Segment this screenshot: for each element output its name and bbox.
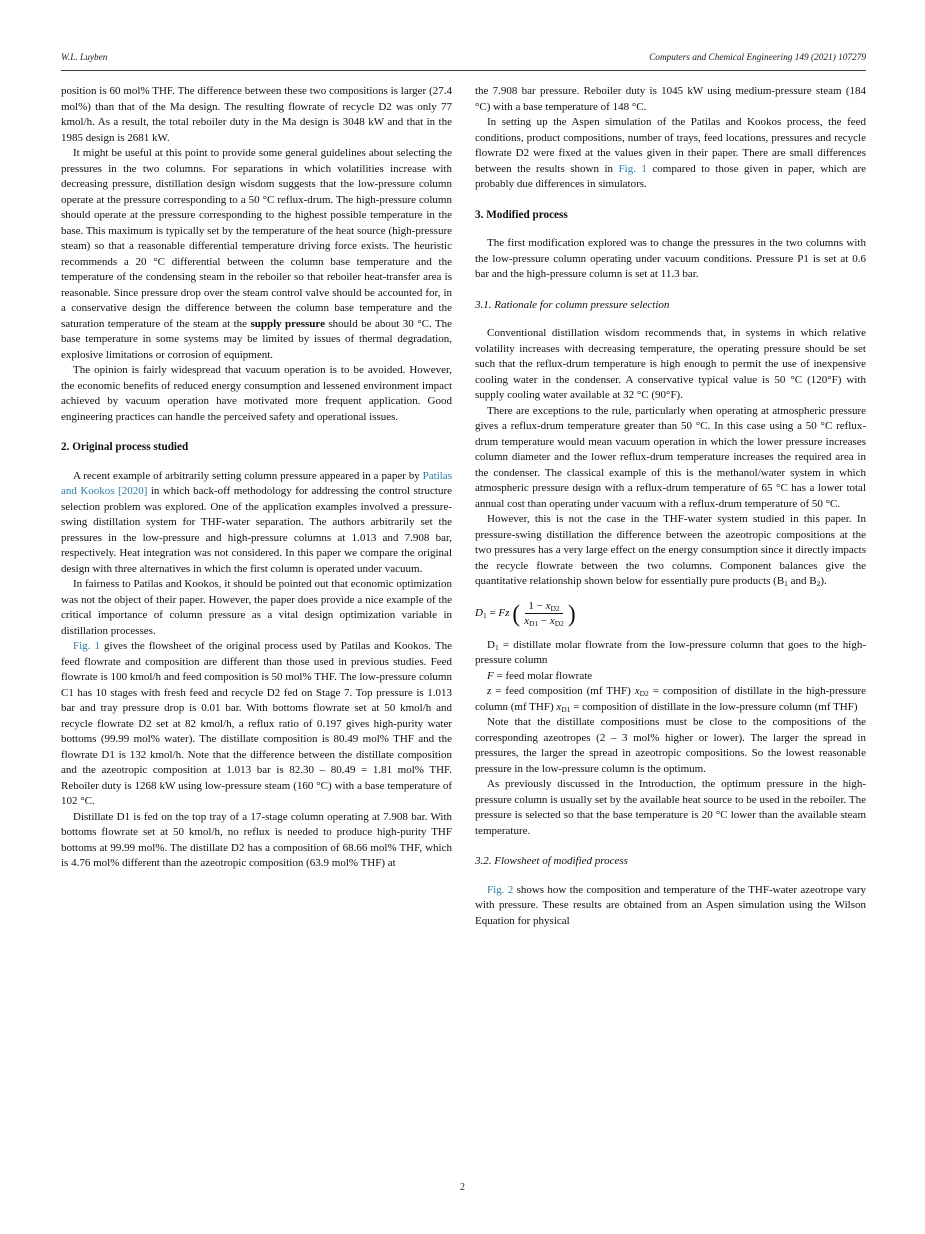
figure-2-link[interactable]: Fig. 2 bbox=[487, 883, 514, 896]
figure-1-link[interactable]: Fig. 1 bbox=[73, 640, 100, 652]
paragraph: the 7.908 bar pressure. Reboiler duty is 1045 kW using medium-pressure steam (184 °C) with a base temperature of 148 °C. bbox=[475, 85, 866, 113]
paragraph: F = feed molar flowrate bbox=[487, 669, 593, 682]
header-rule bbox=[61, 70, 866, 71]
paragraph: Note that the distillate compositions must be close to the compositions of the corresponding azeotropes (2 – 3 mol% higher or lower). The larger the spread in pressures, the larger the spread in azeotropic compositions. So the lowest reasonable pressure in the low-pressure column is the optimum. bbox=[475, 716, 866, 775]
paragraph: The first modification explored was to change the pressures in the two columns with the low-pressure column operating under vacuum conditions. Pressure P1 is set at 0.6 bar and the high-pressure column is set at 11.3 bar. bbox=[475, 237, 866, 280]
sub-text: 2 bbox=[816, 579, 821, 588]
equation-lhs: $D_1 = Fz$ bbox=[475, 606, 510, 620]
section-heading-3: 3. Modified process bbox=[475, 208, 568, 221]
italic-text: F bbox=[487, 669, 494, 682]
bold-supply-pressure: supply pressure bbox=[250, 317, 325, 330]
paragraph: However, this is not the case in the THF-water system studied in this paper. In pressure-swing distillation the difference between the azeotropic compositions at the two pressures has a very large effect on the energy consumption since it directly impacts the recycle flowrate between the two columns. Component balances give the quantitative relationship shown below for essentially pure products ($B_1$ and $B_2$). bbox=[475, 513, 866, 588]
page-number: 2 bbox=[460, 1182, 465, 1193]
italic-text: x bbox=[634, 685, 640, 697]
fraction bbox=[521, 599, 567, 629]
sub-text: D2 bbox=[554, 619, 564, 628]
right-column bbox=[475, 84, 866, 929]
sub-text: D1 bbox=[528, 619, 539, 628]
numerator: $1 - x_{D2}$ bbox=[525, 599, 562, 615]
paragraph: position is 60 mol% THF. The difference between these two compositions is larger (27.4 mol%) than that of the Ma design. The resulting flowrate of recycle D2 was only 77 kmol/h. As a result, the total reboiler duty in the Ma design is 3048 kW and that in the 1985 design is 2681 kW. bbox=[61, 85, 452, 144]
italic-text: x bbox=[524, 615, 529, 627]
open-paren: ( bbox=[512, 600, 521, 627]
paragraph: Fig. 1 gives the flowsheet of the original process used by Patilas and Kookos. The feed flowrate and composition are different than those used in previous studies. Feed flowrate is 100 kmol/h and feed composition is 50 mol% THF. The low-pressure column C1 has 10 stages with fresh feed and recycle D2 fed on Stage 7. Top pressure is 1.013 bar and tray pressure drop is 0.01 bar. With bottoms flowrate set at 50 kmol/h and recycle flowrate D2 set at 82 kmol/h, a reflux ratio of 0.197 gives high-purity water bottoms (99.99 mol% water). The distillate composition is 80.49 mol% THF and the flowrate D1 is 132 kmol/h. Note that the difference between the distillate composition and the azeotropic composition at 1.013 bar is 82.30 – 80.49 = 1.81 mol% THF. Reboiler duty is 1268 kW using low-pressure steam (160 °C) with a base temperature of 102 °C. bbox=[61, 640, 452, 807]
sub-text: D1 bbox=[561, 704, 571, 714]
paragraph: The opinion is fairly widespread that vacuum operation is to be avoided. However, the economic benefits of reduced energy consumption and lessened environment impact achieved by vacuum operation have motivated more frequent application. Good engineering practices can handle the perceived safety and operational issues. bbox=[61, 364, 452, 423]
equation-d1 bbox=[475, 599, 866, 629]
paragraph: There are exceptions to the rule, particularly when operating at atmospheric pressure gives a reflux-drum temperature greater than 50 °C. In this case using a 50 °C reflux-drum temperature would mean vacuum operation in which the lower pressure increases column diameter and the lower reflux-drum temperature increases the required area in the condenser. The classical example of this is the methanol/water system in which atmospheric pressure design with a reflux-drum temperature of 65 °C has a lower total annual cost than operating under vacuum with a reflux-drum temperature of 50 °C. bbox=[475, 404, 866, 510]
denominator: $x_{D1} - x_{D2}$ bbox=[524, 615, 564, 628]
paragraph: A recent example of arbitrarily setting column pressure appeared in a paper by Patilas and Kookos [2020] in which back-off methodology for addressing the control structure selection problem was explored. One of the application examples involved a pressure-swing distillation system for THF-water separation. The authors arbitrarily set the pressures in the low-pressure and high-pressure columns at 1.013 and 7.908 bar, respectively. Heat integration was not considered. In this paper we compare the original design with three alternatives in which the first column is operated under vacuum. bbox=[61, 469, 452, 575]
paragraph: z = feed composition (mf THF) $x_{D2}$ = composition of distillate in the high-pressure column (mf THF) $x_{D1}$ = composition of distillate in the low-pressure column (mf THF) bbox=[475, 685, 866, 714]
figure-1-link[interactable]: Fig. 1 bbox=[618, 162, 647, 175]
paragraph: $D_1$ = distillate molar flowrate from the low-pressure column that goes to the high-pressure column bbox=[475, 638, 866, 666]
page-footer bbox=[0, 1182, 925, 1193]
paragraph: Conventional distillation wisdom recommends that, in systems in which relative volatility increases with decreasing temperature, the operating pressure should be set such that the reflux-drum temperature is high enough to permit the use of inexpensive cooling water in the condenser. A conservative typical value is 50 °C (120°F) with supply cooling water available at 32 °C (90°F). bbox=[475, 327, 866, 401]
article-body bbox=[61, 84, 866, 929]
sub-text: D2 bbox=[639, 689, 649, 698]
paragraph: As previously discussed in the Introduction, the optimum pressure in the high-pressure column is usually set by the available heat source to be used in the reboiler. The pressure is selected so that the base temperature is 20 °C lower than the available steam temperature. bbox=[475, 778, 866, 837]
close-paren: ) bbox=[567, 600, 576, 627]
citation-link-patilas-kookos-2020[interactable]: Patilas and Kookos [2020] bbox=[61, 469, 452, 497]
italic-text: x bbox=[549, 615, 555, 627]
running-journal-title: Computers and Chemical Engineering 149 (2021) 107279 bbox=[649, 53, 866, 63]
sub-text: 1 bbox=[494, 642, 499, 652]
running-author: W.L. Luyben bbox=[61, 53, 108, 63]
sub-text: 1 bbox=[482, 610, 487, 620]
page-header bbox=[61, 53, 866, 63]
paragraph: In setting up the Aspen simulation of the Patilas and Kookos process, the feed conditions, product compositions, number of trays, feed locations, pressures and recycle flowrate D2 were fixed at the values given in their paper. There are small differences between the results shown in Fig. 1 compared to those given in paper, which are probably due differences in simulators. bbox=[475, 116, 866, 190]
italic-text: x bbox=[545, 599, 551, 612]
italic-text: D bbox=[475, 606, 483, 619]
italic-text: x bbox=[556, 700, 562, 713]
paragraph: Fig. 2 shows how the composition and temperature of the THF-water azeotrope vary with pressure. These results are obtained from an Aspen simulation using the Wilson Equation for physical bbox=[475, 883, 866, 927]
sub-text: 1 bbox=[784, 579, 788, 588]
italic-text: z bbox=[487, 685, 492, 697]
subsection-heading-3-2: 3.2. Flowsheet of modified process bbox=[475, 855, 628, 867]
paragraph: It might be useful at this point to provide some general guidelines about selecting the pressures in the two columns. For separations in which volatilities increase with decreasing pressure, distillation design wisdom suggests that the low-pressure column operate at the pressure corresponding to a 50 °C reflux-drum. The high-pressure column should operate at the pressure corresponding to the highest possible temperature in the base. This maximum is typically set by the temperature of the heat source (high-pressure steam) so that a reasonable differential temperature driving force exists. The heuristic recommends a 20 °C differential between the column base temperature and the temperature of the condensing steam in the reboiler so that reboiler heat-transfer area is reasonable. Since pressure drop over the steam control valve should be accounted for, in a conservative design the difference between the column base temperature and the saturation temperature of the steam at the supply pressure should be about 30 °C. The base temperature in some systems may be limited by issues of thermal degradation, explosive limitations or corrosion of equipment. bbox=[61, 147, 453, 361]
paragraph: Distillate D1 is fed on the top tray of a 17-stage column operating at 7.908 bar. With bottoms flowrate set at 50 kmol/h, no reflux is needed to produce high-purity THF bottoms at 99.99 mol%. The distillate D2 has a composition of 68.66 mol% THF, which is 4.76 mol% different than the azeotropic composition (63.9 mol% THF) at bbox=[61, 810, 452, 869]
subsection-heading-3-1: 3.1. Rationale for column pressure selection bbox=[475, 298, 670, 311]
paragraph: In fairness to Patilas and Kookos, it should be pointed out that economic optimization was not the object of their paper. However, the paper does provide a nice example of the critical importance of column pressure as a vital design optimization variable in distillation processes. bbox=[61, 578, 452, 637]
italic-text: Fz bbox=[498, 606, 510, 619]
section-heading-2: 2. Original process studied bbox=[61, 441, 189, 453]
left-column bbox=[61, 84, 452, 929]
sub-text: D2 bbox=[550, 603, 560, 613]
